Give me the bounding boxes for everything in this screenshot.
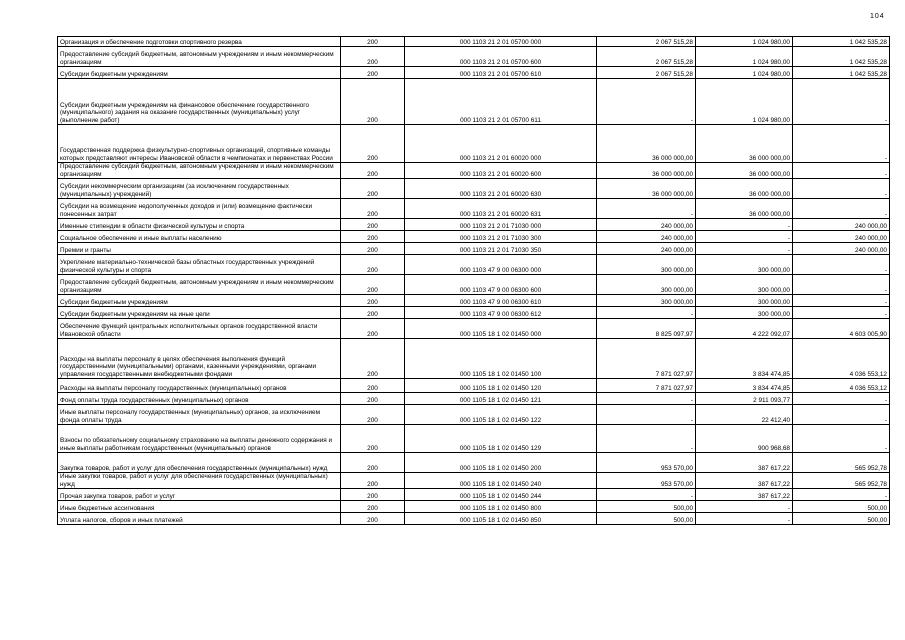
- row-approved-amount-cell: 300 000,00: [597, 275, 696, 295]
- row-code-cell: 200: [341, 67, 405, 79]
- row-executed-amount-cell: 387 617,22: [696, 453, 793, 473]
- page-number: 104: [870, 13, 885, 20]
- row-name-cell: Фонд оплаты труда государственных (муниципальных) органов: [58, 393, 341, 405]
- row-code-cell: 200: [341, 199, 405, 219]
- row-classification-code-cell: 000 1103 21 2 01 05700 611: [405, 79, 597, 125]
- row-approved-amount-cell: -: [597, 79, 696, 125]
- row-name-cell: Иные бюджетные ассигнования: [58, 501, 341, 513]
- row-classification-code-cell: 000 1103 47 9 00 06300 610: [405, 295, 597, 307]
- row-approved-amount-cell: -: [597, 307, 696, 319]
- row-executed-amount-cell: -: [696, 243, 793, 255]
- table-row: [58, 307, 890, 319]
- row-code-cell: 200: [341, 295, 405, 307]
- row-name-cell: Предоставление субсидий бюджетным, автономным учреждениям и иным некоммерческим организациям: [58, 47, 341, 67]
- row-classification-code-cell: 000 1105 18 1 02 01450 800: [405, 501, 597, 513]
- row-approved-amount-cell: 240 000,00: [597, 243, 696, 255]
- row-code-cell: 200: [341, 79, 405, 125]
- row-name-cell: Иные выплаты персоналу государственных (муниципальных) органов, за исключением фонда оплаты труда: [58, 405, 341, 425]
- row-executed-amount-cell: 1 024 980,00: [696, 47, 793, 67]
- row-name-cell: Субсидии бюджетным учреждениям: [58, 295, 341, 307]
- table-row: [58, 473, 890, 489]
- row-executed-amount-cell: 3 834 474,85: [696, 339, 793, 379]
- table-row: [58, 199, 890, 219]
- table-row: [58, 125, 890, 163]
- row-executed-amount-cell: -: [696, 219, 793, 231]
- budget-execution-table: [57, 36, 890, 525]
- row-executed-amount-cell: 2 911 093,77: [696, 393, 793, 405]
- row-code-cell: 200: [341, 393, 405, 405]
- row-code-cell: 200: [341, 163, 405, 179]
- row-classification-code-cell: 000 1103 21 2 01 71030 350: [405, 243, 597, 255]
- table-row: [58, 255, 890, 275]
- row-name-cell: Иные закупки товаров, работ и услуг для обеспечения государственных (муниципальных) нужд: [58, 473, 341, 489]
- row-code-cell: 200: [341, 513, 405, 525]
- table-row: [58, 37, 890, 47]
- row-classification-code-cell: 000 1105 18 1 02 01450 850: [405, 513, 597, 525]
- row-code-cell: 200: [341, 339, 405, 379]
- row-approved-amount-cell: 2 067 515,28: [597, 67, 696, 79]
- row-unexecuted-amount-cell: 500,00: [793, 501, 890, 513]
- row-approved-amount-cell: 36 000 000,00: [597, 163, 696, 179]
- row-approved-amount-cell: 2 067 515,28: [597, 47, 696, 67]
- row-name-cell: Прочая закупка товаров, работ и услуг: [58, 489, 341, 501]
- row-code-cell: 200: [341, 379, 405, 393]
- row-code-cell: 200: [341, 243, 405, 255]
- row-unexecuted-amount-cell: 1 042 535,28: [793, 67, 890, 79]
- row-classification-code-cell: 000 1103 21 2 01 60020 600: [405, 163, 597, 179]
- row-unexecuted-amount-cell: 4 036 553,12: [793, 379, 890, 393]
- row-approved-amount-cell: -: [597, 425, 696, 453]
- row-unexecuted-amount-cell: -: [793, 307, 890, 319]
- row-classification-code-cell: 000 1105 18 1 02 01450 244: [405, 489, 597, 501]
- table-row: [58, 47, 890, 67]
- row-executed-amount-cell: 4 222 092,07: [696, 319, 793, 339]
- row-executed-amount-cell: 300 000,00: [696, 307, 793, 319]
- table-row: [58, 219, 890, 231]
- table-row: [58, 275, 890, 295]
- row-unexecuted-amount-cell: 240 000,00: [793, 219, 890, 231]
- table-row: [58, 425, 890, 453]
- row-unexecuted-amount-cell: 4 036 553,12: [793, 339, 890, 379]
- row-approved-amount-cell: -: [597, 393, 696, 405]
- row-name-cell: Именные стипендии в области физической культуры и спорта: [58, 219, 341, 231]
- row-executed-amount-cell: 36 000 000,00: [696, 179, 793, 199]
- table-row: [58, 67, 890, 79]
- table-row: [58, 379, 890, 393]
- row-classification-code-cell: 000 1103 21 2 01 60020 000: [405, 125, 597, 163]
- table-row: [58, 513, 890, 525]
- row-code-cell: 200: [341, 473, 405, 489]
- row-classification-code-cell: 000 1105 18 1 02 01450 000: [405, 319, 597, 339]
- row-name-cell: Субсидии некоммерческим организациям (за исключением государственных (муниципальных) учреждений): [58, 179, 341, 199]
- row-unexecuted-amount-cell: -: [793, 405, 890, 425]
- row-classification-code-cell: 000 1103 21 2 01 60020 630: [405, 179, 597, 199]
- row-unexecuted-amount-cell: 240 000,00: [793, 231, 890, 243]
- row-unexecuted-amount-cell: 1 042 535,28: [793, 47, 890, 67]
- row-classification-code-cell: 000 1103 21 2 01 05700 600: [405, 47, 597, 67]
- row-approved-amount-cell: 500,00: [597, 513, 696, 525]
- row-name-cell: Премии и гранты: [58, 243, 341, 255]
- row-unexecuted-amount-cell: -: [793, 255, 890, 275]
- row-code-cell: 200: [341, 307, 405, 319]
- row-unexecuted-amount-cell: 500,00: [793, 513, 890, 525]
- row-name-cell: Взносы по обязательному социальному страхованию на выплаты денежного содержания и иные выплаты работникам государственных (муниципальных) органов: [58, 425, 341, 453]
- row-approved-amount-cell: 300 000,00: [597, 295, 696, 307]
- row-executed-amount-cell: 22 412,40: [696, 405, 793, 425]
- row-code-cell: 200: [341, 125, 405, 163]
- row-classification-code-cell: 000 1105 18 1 02 01450 129: [405, 425, 597, 453]
- row-code-cell: 200: [341, 37, 405, 47]
- row-name-cell: Укрепление материально-технической базы областных государственных учреждений физической культуры и спорта: [58, 255, 341, 275]
- row-executed-amount-cell: 387 617,22: [696, 473, 793, 489]
- row-code-cell: 200: [341, 405, 405, 425]
- row-executed-amount-cell: 36 000 000,00: [696, 163, 793, 179]
- row-classification-code-cell: 000 1103 21 2 01 60020 631: [405, 199, 597, 219]
- row-classification-code-cell: 000 1105 18 1 02 01450 240: [405, 473, 597, 489]
- table-row: [58, 405, 890, 425]
- row-unexecuted-amount-cell: 565 952,78: [793, 453, 890, 473]
- row-approved-amount-cell: 953 570,00: [597, 473, 696, 489]
- row-code-cell: 200: [341, 179, 405, 199]
- row-name-cell: Обеспечение функций центральных исполнительных органов государственной власти Ивановской области: [58, 319, 341, 339]
- row-approved-amount-cell: 953 570,00: [597, 453, 696, 473]
- table-row: [58, 163, 890, 179]
- row-classification-code-cell: 000 1103 47 9 00 06300 600: [405, 275, 597, 295]
- row-code-cell: 200: [341, 219, 405, 231]
- row-approved-amount-cell: 240 000,00: [597, 219, 696, 231]
- row-executed-amount-cell: 900 968,68: [696, 425, 793, 453]
- row-unexecuted-amount-cell: -: [793, 125, 890, 163]
- row-unexecuted-amount-cell: 240 000,00: [793, 243, 890, 255]
- row-code-cell: 200: [341, 501, 405, 513]
- table-row: [58, 231, 890, 243]
- row-approved-amount-cell: 36 000 000,00: [597, 125, 696, 163]
- row-name-cell: Субсидии бюджетным учреждениям на финансовое обеспечение государственного (муниципального) задания на оказание государственных (муниципальных) услуг (выполнение работ): [58, 79, 341, 125]
- table-row: [58, 319, 890, 339]
- table-row: [58, 243, 890, 255]
- table-row: [58, 501, 890, 513]
- row-approved-amount-cell: 36 000 000,00: [597, 179, 696, 199]
- table-row: [58, 339, 890, 379]
- row-code-cell: 200: [341, 319, 405, 339]
- row-unexecuted-amount-cell: -: [793, 425, 890, 453]
- row-classification-code-cell: 000 1103 21 2 01 05700 000: [405, 37, 597, 47]
- row-code-cell: 200: [341, 255, 405, 275]
- row-classification-code-cell: 000 1105 18 1 02 01450 122: [405, 405, 597, 425]
- row-executed-amount-cell: 36 000 000,00: [696, 199, 793, 219]
- table-row: [58, 453, 890, 473]
- row-approved-amount-cell: 8 825 097,97: [597, 319, 696, 339]
- row-approved-amount-cell: 7 871 027,97: [597, 339, 696, 379]
- row-unexecuted-amount-cell: -: [793, 79, 890, 125]
- row-classification-code-cell: 000 1105 18 1 02 01450 121: [405, 393, 597, 405]
- row-name-cell: Государственная поддержка физкультурно-спортивных организаций, спортивные команды которых представляют интересы Ивановской области в чемпионатах и первенствах России: [58, 125, 341, 163]
- row-name-cell: Субсидии на возмещение недополученных доходов и (или) возмещение фактически понесенных затрат: [58, 199, 341, 219]
- table-row: [58, 489, 890, 501]
- row-executed-amount-cell: 1 024 980,00: [696, 67, 793, 79]
- row-name-cell: Уплата налогов, сборов и иных платежей: [58, 513, 341, 525]
- row-code-cell: 200: [341, 275, 405, 295]
- row-name-cell: Расходы на выплаты персоналу в целях обеспечения выполнения функций государственными (муниципальными) органами, казенными учреждениями, органами управления государственными внебюджетными фондами: [58, 339, 341, 379]
- row-executed-amount-cell: 300 000,00: [696, 295, 793, 307]
- row-approved-amount-cell: 300 000,00: [597, 255, 696, 275]
- row-executed-amount-cell: -: [696, 501, 793, 513]
- row-approved-amount-cell: 500,00: [597, 501, 696, 513]
- row-classification-code-cell: 000 1105 18 1 02 01450 200: [405, 453, 597, 473]
- table-row: [58, 179, 890, 199]
- row-name-cell: Организация и обеспечение подготовки спортивного резерва: [58, 37, 341, 47]
- row-code-cell: 200: [341, 231, 405, 243]
- row-classification-code-cell: 000 1103 47 9 00 06300 000: [405, 255, 597, 275]
- row-name-cell: Предоставление субсидий бюджетным, автономным учреждениям и иным некоммерческим организациям: [58, 163, 341, 179]
- table-row: [58, 393, 890, 405]
- row-name-cell: Закупка товаров, работ и услуг для обеспечения государственных (муниципальных) нужд: [58, 453, 341, 473]
- table-row: [58, 295, 890, 307]
- row-executed-amount-cell: 300 000,00: [696, 275, 793, 295]
- row-executed-amount-cell: 300 000,00: [696, 255, 793, 275]
- row-approved-amount-cell: 7 871 027,97: [597, 379, 696, 393]
- row-executed-amount-cell: 1 024 980,00: [696, 37, 793, 47]
- row-unexecuted-amount-cell: -: [793, 393, 890, 405]
- row-executed-amount-cell: 1 024 980,00: [696, 79, 793, 125]
- row-executed-amount-cell: 3 834 474,85: [696, 379, 793, 393]
- row-classification-code-cell: 000 1103 47 9 00 06300 612: [405, 307, 597, 319]
- row-approved-amount-cell: 240 000,00: [597, 231, 696, 243]
- row-code-cell: 200: [341, 47, 405, 67]
- row-unexecuted-amount-cell: -: [793, 295, 890, 307]
- row-name-cell: Субсидии бюджетным учреждениям: [58, 67, 341, 79]
- row-executed-amount-cell: -: [696, 513, 793, 525]
- row-classification-code-cell: 000 1103 21 2 01 71030 300: [405, 231, 597, 243]
- row-unexecuted-amount-cell: -: [793, 163, 890, 179]
- row-approved-amount-cell: -: [597, 199, 696, 219]
- row-executed-amount-cell: 36 000 000,00: [696, 125, 793, 163]
- table-row: [58, 79, 890, 125]
- row-executed-amount-cell: -: [696, 231, 793, 243]
- row-classification-code-cell: 000 1105 18 1 02 01450 120: [405, 379, 597, 393]
- row-unexecuted-amount-cell: -: [793, 275, 890, 295]
- row-code-cell: 200: [341, 425, 405, 453]
- row-unexecuted-amount-cell: -: [793, 489, 890, 501]
- row-approved-amount-cell: -: [597, 405, 696, 425]
- row-executed-amount-cell: 387 617,22: [696, 489, 793, 501]
- row-code-cell: 200: [341, 489, 405, 501]
- row-unexecuted-amount-cell: -: [793, 199, 890, 219]
- row-name-cell: Субсидии бюджетным учреждениям на иные цели: [58, 307, 341, 319]
- row-name-cell: Предоставление субсидий бюджетным, автономным учреждениям и иным некоммерческим организациям: [58, 275, 341, 295]
- row-unexecuted-amount-cell: 1 042 535,28: [793, 37, 890, 47]
- row-classification-code-cell: 000 1105 18 1 02 01450 100: [405, 339, 597, 379]
- row-classification-code-cell: 000 1103 21 2 01 71030 000: [405, 219, 597, 231]
- row-name-cell: Социальное обеспечение и иные выплаты населению: [58, 231, 341, 243]
- row-code-cell: 200: [341, 453, 405, 473]
- row-unexecuted-amount-cell: 4 603 005,90: [793, 319, 890, 339]
- row-name-cell: Расходы на выплаты персоналу государственных (муниципальных) органов: [58, 379, 341, 393]
- row-unexecuted-amount-cell: 565 952,78: [793, 473, 890, 489]
- row-classification-code-cell: 000 1103 21 2 01 05700 610: [405, 67, 597, 79]
- row-approved-amount-cell: 2 067 515,28: [597, 37, 696, 47]
- row-unexecuted-amount-cell: -: [793, 179, 890, 199]
- table-body: [58, 37, 890, 525]
- row-approved-amount-cell: -: [597, 489, 696, 501]
